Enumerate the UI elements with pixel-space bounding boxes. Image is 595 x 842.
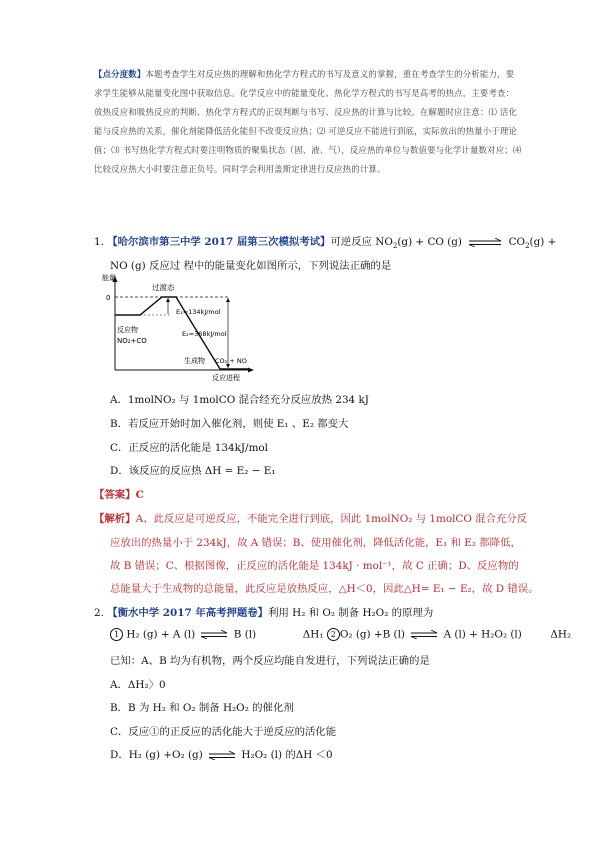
eq2-dh: ΔH₂: [550, 628, 572, 641]
transition-state-label: 过渡态: [152, 283, 175, 292]
q1-stem-b: (g) + CO (g): [397, 236, 462, 248]
q1-stem-a: 可逆反应 NO: [330, 236, 393, 248]
eq2-left: O₂ (g) +B (l): [339, 628, 405, 641]
e2-label: E₂=368kJ/mol: [182, 330, 227, 338]
q2-option-d: [110, 746, 333, 761]
q2-stem: [94, 604, 433, 619]
q2-source: 【衡水中学 2017 年高考押题卷】: [107, 607, 269, 619]
q1-analysis-line-2: 应放出的热量小于 234kJ，故 A 错误；B、使用催化剂，降低活化能，E₁ 和 E₂ 都降低，: [110, 537, 521, 549]
q2-known: 已知：A、B 均为有机物，两个反应均能自发进行，下列说法正确的是: [110, 655, 430, 667]
q1-source: 【哈尔滨市第三中学 2017 届第三次模拟考试】: [107, 236, 331, 248]
q1-stem: 1. 【哈尔滨市第三中学 2017 届第三次模拟考试】可逆反应 $NO_2(g)$ + CO (g) $CO_2(g)$ +: [94, 236, 557, 251]
origin-label: 0: [106, 294, 111, 302]
q1-option-a: A．1molNO₂ 与 1molCO 混合经充分反应放热 234 kJ: [110, 394, 369, 406]
q1-stem-c: CO: [508, 236, 526, 248]
q1-option-b: B．若反应开始时加入催化剂，则使 E₁ 、E₂ 都变大: [110, 418, 349, 430]
y-axis-label: 能量: [102, 274, 116, 282]
reversible-arrow-icon: [208, 751, 236, 760]
q1-analysis-line-3: 故 B 错误；C、根据图像，正反应的活化能是 134kJ · mol⁻¹，故 C 正确；D、反应物的: [110, 560, 519, 572]
q1-stem-d: (g) +: [529, 236, 557, 248]
eq2-number: 2: [327, 628, 340, 641]
q1-answer: [94, 486, 144, 501]
reactants-label: 反应物: [117, 326, 138, 334]
answer-label: 【答案】: [94, 489, 136, 501]
q2-stem-text: 利用 H₂ 和 O₂ 制备 H₂O₂ 的原理为: [268, 607, 434, 619]
intro-tag: 【点分度数】: [94, 69, 146, 79]
q2-option-d-right: H₂O₂ (l) 的ΔH ＜0: [241, 749, 333, 761]
q2-number: 2.: [94, 607, 104, 619]
q1-option-d: D．该反应的反应热 ΔH = E₂ − E₁: [110, 465, 276, 477]
q1-analysis-line-4: 总能量大于生成物的总能量，此反应是放热反应，△H＜0，因此△H= E₁ − E₂，故 D 错误。: [110, 583, 539, 595]
energy-diagram: [100, 272, 268, 382]
reversible-arrow-icon: [468, 238, 502, 247]
answer-value: C: [135, 489, 144, 501]
eq2-right: A (l) + H₂O₂ (l): [443, 628, 522, 641]
reactants-formula: NO₂+CO: [117, 337, 147, 345]
intro-paragraph: [94, 65, 522, 180]
eq1-number: 1: [110, 628, 123, 641]
q1-stem-line2: NO (g) 反应过 程中的能量变化如图所示，下列说法正确的是: [110, 260, 392, 272]
eq1-right: B (l): [233, 628, 257, 641]
q2-option-b: B．B 为 H₂ 和 O₂ 制备 H₂O₂ 的催化剂: [110, 702, 294, 714]
q2-option-a: A．ΔH₂〉0: [110, 679, 166, 691]
q1-analysis-line-1: 【解析】A、此反应是可逆反应，不能完全进行到底，因此 1molNO₂ 与 1molCO 混合充分反: [94, 513, 528, 525]
intro-text: 本题考查学生对反应热的理解和热化学方程式的书写及意义的掌握，重在考查学生的分析能力，要求学生能够从能量变化图中获取信息。化学反应中的能量变化、热化学方程式的书写是高考的热点，主要考查：放热反应和吸热反应的判断、热化学方程式的正误判断与书写、反应热的计算与比较。在解题时应注意：⑴ 活化能与反应热的关系，催化剂能降低活化能但不改变反应热；⑵ 可逆反应不能进行到底，实际放出的热量小于理论值；⑶ 书写热化学方程式时要注明物质的聚集状态（固、液、气），反应热的单位与数值要与化学计量数对应；⑷ 比较反应热大小时要注意正负号。同时学会利用盖斯定律进行反应热的计算。: [94, 69, 522, 175]
reversible-arrow-icon: [200, 630, 228, 639]
reversible-arrow-icon: [410, 630, 438, 639]
q1-number: 1.: [94, 236, 104, 248]
q2-option-d-left: D．H₂ (g) +O₂ (g): [110, 749, 203, 761]
q2-option-c: C．反应①的正反应的活化能大于逆反应的活化能: [110, 726, 337, 738]
analysis-label: 【解析】: [94, 513, 136, 525]
eq1-left: H₂ (g) + A (l): [126, 628, 196, 641]
eq1-dh: ΔH₁: [302, 628, 324, 641]
products-formula: CO₂ + NO: [215, 357, 247, 365]
q2-equations: [110, 628, 571, 641]
e1-label: E₁=134kJ/mol: [176, 308, 221, 316]
q1-option-c: C．正反应的活化能是 134kJ/mol: [110, 442, 268, 454]
x-axis-label: 反应进程: [212, 374, 240, 382]
products-label: 生成物: [184, 357, 205, 365]
